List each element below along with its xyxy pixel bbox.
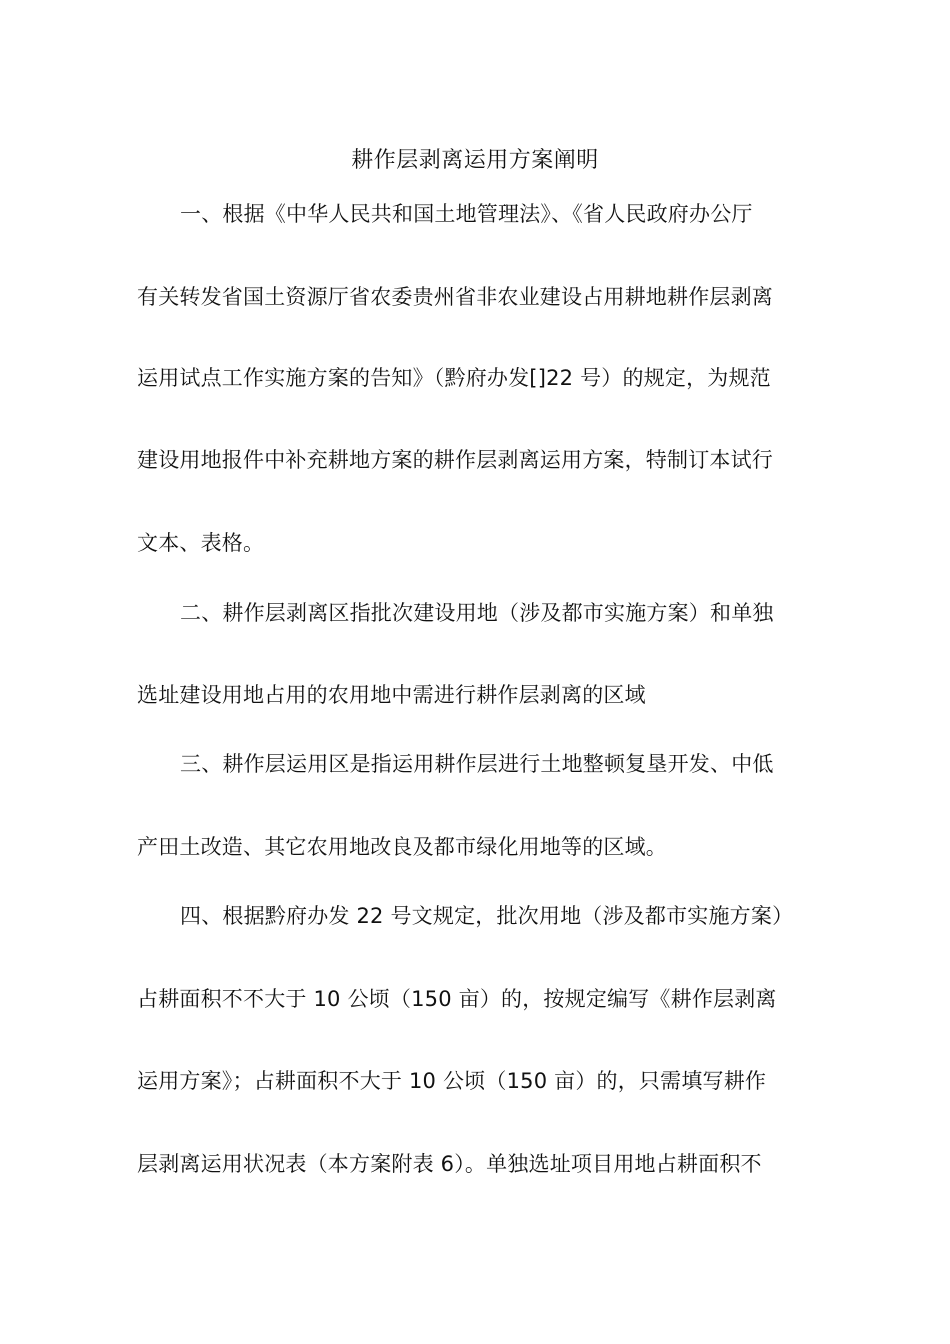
paragraph-line-1: 一、根据《中华人民共和国土地管理法》、《省人民政府办公厅 [180, 202, 753, 226]
paragraph-line-11: 占耕面积不不大于 10 公顷（150 亩）的，按规定编写《耕作层剥离 [137, 987, 777, 1011]
paragraph-line-2: 有关转发省国土资源厅省农委贵州省非农业建设占用耕地耕作层剥离 [137, 285, 773, 309]
paragraph-line-8: 三、耕作层运用区是指运用耕作层进行土地整顿复垦开发、中低 [180, 752, 774, 776]
paragraph-line-12: 运用方案》；占耕面积不大于 10 公顷（150 亩）的，只需填写耕作 [137, 1069, 767, 1093]
paragraph-line-4: 建设用地报件中补充耕地方案的耕作层剥离运用方案，特制订本试行 [137, 448, 773, 472]
paragraph-line-10: 四、根据黔府办发 22 号文规定，批次用地（涉及都市实施方案） [180, 904, 794, 928]
document-title: 耕作层剥离运用方案阐明 [351, 148, 599, 173]
paragraph-line-13: 层剥离运用状况表（本方案附表 6）。单独选址项目用地占耕面积不 [137, 1152, 762, 1176]
paragraph-line-9: 产田土改造、其它农用地改良及都市绿化用地等的区域。 [137, 835, 667, 859]
paragraph-line-5: 文本、表格。 [137, 531, 265, 555]
paragraph-line-7: 选址建设用地占用的农用地中需进行耕作层剥离的区域 [137, 683, 646, 707]
paragraph-line-3: 运用试点工作实施方案的告知》（黔府办发[]22 号）的规定，为规范 [137, 366, 771, 390]
paragraph-line-6: 二、耕作层剥离区指批次建设用地（涉及都市实施方案）和单独 [180, 601, 774, 625]
